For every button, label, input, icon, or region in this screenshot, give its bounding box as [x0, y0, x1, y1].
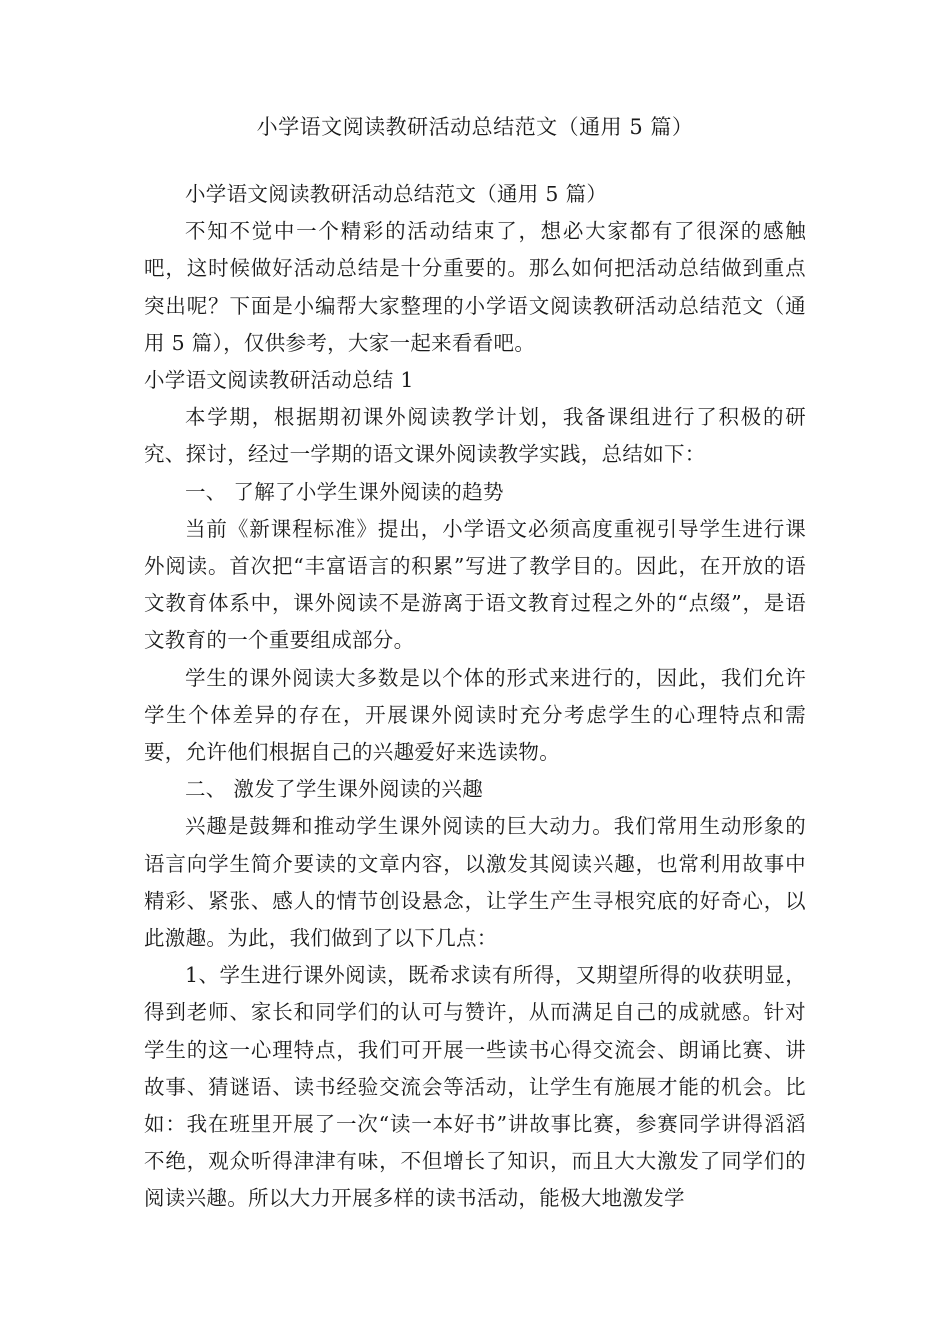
- body-paragraph: 兴趣是鼓舞和推动学生课外阅读的巨大动力。我们常用生动形象的语言向学生简介要读的文章内容，以激发其阅读兴趣，也常利用故事中精彩、紧张、感人的情节创设悬念，让学生产生寻根究底的好奇心，以此激趣。为此，我们做到了以下几点：: [144, 814, 806, 951]
- body-paragraph: 本学期，根据期初课外阅读教学计划，我备课组进行了积极的研究、探讨，经过一学期的语文课外阅读教学实践，总结如下：: [144, 405, 806, 467]
- body-paragraph: 学生的课外阅读大多数是以个体的形式来进行的，因此，我们允许学生个体差异的存在，开展课外阅读时充分考虑学生的心理特点和需要，允许他们根据自己的兴趣爱好来选读物。: [144, 665, 806, 765]
- subtitle-paragraph: 小学语文阅读教研活动总结范文（通用 5 篇）: [185, 182, 608, 206]
- intro-paragraph: 不知不觉中一个精彩的活动结束了，想必大家都有了很深的感触吧，这时候做好活动总结是十分重要的。那么如何把活动总结做到重点突出呢？下面是小编帮大家整理的小学语文阅读教研活动总结范文（通用 5 篇），仅供参考，大家一起来看看吧。: [144, 219, 806, 355]
- document-title: 小学语文阅读教研活动总结范文（通用 5 篇）: [256, 115, 694, 139]
- body-paragraph: 1、学生进行课外阅读，既希求读有所得，又期望所得的收获明显，得到老师、家长和同学们的认可与赞许，从而满足自己的成就感。针对学生的这一心理特点，我们可开展一些读书心得交流会、朗诵比赛、讲故事、猜谜语、读书经验交流会等活动，让学生有施展才能的机会。比如：我在班里开展了一次“读一本好书”讲故事比赛，参赛同学讲得滔滔不绝，观众听得津津有味，不但增长了知识，而且大大激发了同学们的阅读兴趣。所以大力开展多样的读书活动，能极大地激发学: [144, 963, 806, 1211]
- body-paragraph: 当前《新课程标准》提出，小学语文必须高度重视引导学生进行课外阅读。首次把“丰富语言的积累”写进了教学目的。因此，在开放的语文教育体系中，课外阅读不是游离于语文教育过程之外的“点缀”，是语文教育的一个重要组成部分。: [144, 516, 806, 653]
- document-body: [144, 176, 806, 1218]
- section-heading-1: 小学语文阅读教研活动总结 1: [144, 368, 414, 393]
- subheading-2: 二、 激发了学生课外阅读的兴趣: [185, 777, 484, 802]
- subheading-1: 一、 了解了小学生课外阅读的趋势: [185, 479, 504, 504]
